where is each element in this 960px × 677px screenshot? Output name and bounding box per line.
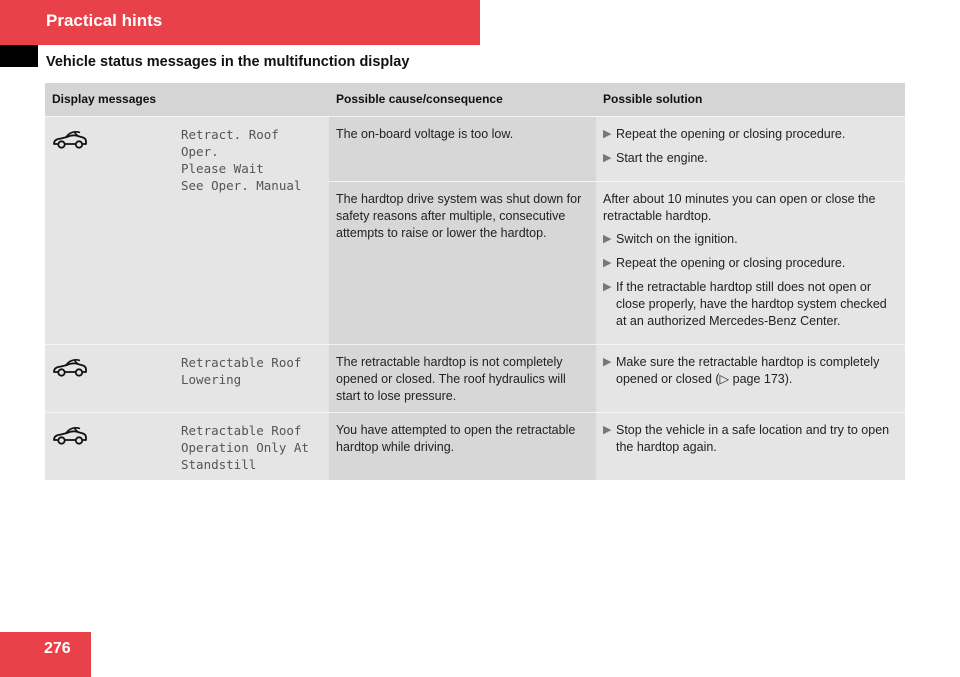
solution-intro: After about 10 minutes you can open or close the retractable hardtop. [603,192,876,223]
status-messages-table [45,83,905,480]
page-subtitle: Vehicle status messages in the multifunction display [46,54,410,70]
solution-step-text: If the retractable hardtop still does not open or close properly, have the hardtop system checked at an authorized Mercedes-Benz Center. [616,280,887,328]
arrow-bullet-icon: ▶ [603,152,612,164]
display-message-line: Standstill [181,457,257,472]
arrow-bullet-icon: ▶ [603,128,612,140]
table-body [45,117,905,481]
solution-cell [596,413,905,481]
page-number: 276 [44,640,71,657]
solution-step-text: Start the engine. [616,151,708,165]
cause-cell: The on-board voltage is too low. [329,117,596,182]
display-message-cell [174,117,329,345]
cause-cell: The retractable hardtop is not completely opened or closed. The roof hydraulics will start to lose pressure. [329,345,596,413]
display-message-line: Retract. Roof [181,127,279,142]
section-title: Practical hints [46,11,163,30]
display-message-line: See Oper. Manual [181,178,302,193]
header-marker [0,45,38,67]
solution-cell [596,345,905,413]
table-row [45,413,905,481]
display-icon-cell [45,345,174,413]
display-icon-cell [45,413,174,481]
convertible-car-icon [52,425,88,447]
table-row [45,117,905,182]
display-message-cell [174,345,329,413]
arrow-bullet-icon: ▶ [603,257,612,269]
display-message-cell [174,413,329,481]
display-icon-cell [45,117,174,345]
column-header-display: Display messages [45,83,329,117]
arrow-bullet-icon: ▶ [603,424,612,436]
solution-step [603,126,898,143]
solution-step [603,422,898,456]
display-message-line: Oper. [181,144,219,159]
solution-step-text: Switch on the ignition. [616,232,738,246]
solution-step-text: Stop the vehicle in a safe location and try to open the hardtop again. [616,423,890,454]
cause-cell: The hardtop drive system was shut down for safety reasons after multiple, consecutive attempts to raise or lower the hardtop. [329,182,596,345]
display-message-line: Lowering [181,372,242,387]
arrow-bullet-icon: ▶ [603,233,612,245]
solution-step [603,255,898,272]
table-header-row [45,83,905,117]
arrow-bullet-icon: ▶ [603,356,612,368]
column-header-cause: Possible cause/consequence [329,83,596,117]
arrow-bullet-icon: ▶ [603,281,612,293]
solution-step [603,354,898,388]
solution-step [603,150,898,167]
solution-step [603,279,898,330]
solution-step-text: Repeat the opening or closing procedure. [616,256,846,270]
solution-step [603,231,898,248]
solution-step-text: Make sure the retractable hardtop is completely opened or closed (▷ page 173). [616,355,880,386]
convertible-car-icon [52,129,88,151]
solution-cell [596,182,905,345]
column-header-solution: Possible solution [596,83,905,117]
cause-cell: You have attempted to open the retractable hardtop while driving. [329,413,596,481]
table-row [45,345,905,413]
display-message-line: Please Wait [181,161,264,176]
solution-cell [596,117,905,182]
solution-step-text: Repeat the opening or closing procedure. [616,127,846,141]
display-message-line: Operation Only At [181,440,309,455]
display-message-line: Retractable Roof [181,423,302,438]
convertible-car-icon [52,357,88,379]
display-message-line: Retractable Roof [181,355,302,370]
